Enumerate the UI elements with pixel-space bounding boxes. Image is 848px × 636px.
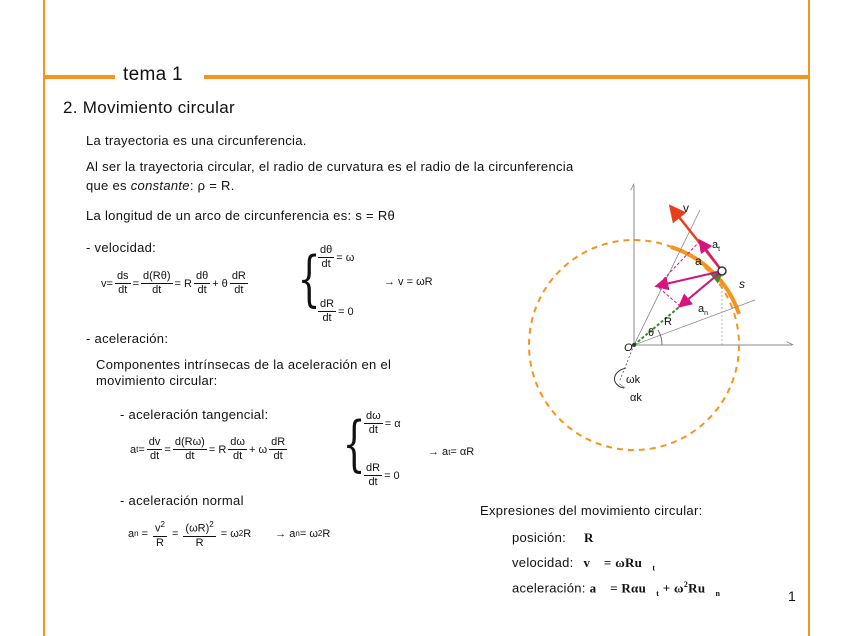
expr-position: posición: R⃗ — [512, 530, 604, 545]
expressions-title: Expresiones del movimiento circular: — [480, 503, 703, 518]
velocity-equation: v= $\frac{ds}{dt}$ = $\frac{d(R\theta)}{dt}$ = R $\frac{d\theta}{dt}$ + θ $\frac{dR}{dt}$ — [101, 270, 246, 296]
rotation-arrow — [615, 368, 627, 388]
particle — [718, 267, 726, 275]
normal-equation: a n = $\frac{v^2}{R}$ = $\frac{(\omega R)^2}{R}$ = ω 2 R → a n = ω 2 R — [128, 520, 331, 549]
paragraph-3: La longitud de un arco de circunferencia es: s = Rθ — [86, 208, 396, 223]
components-line-1: Componentes intrínsecas de la aceleración en el — [96, 357, 392, 372]
page-number: 1 — [788, 588, 797, 604]
label-theta: θ — [648, 327, 655, 339]
label-v: v — [683, 201, 689, 215]
label-R: R — [664, 316, 672, 328]
tangential-brace: { — [342, 409, 366, 479]
label-O: O — [624, 342, 633, 354]
components-line-2: movimiento circular: — [96, 373, 218, 388]
paragraph-2b: que es constante: ρ = R. — [86, 178, 235, 193]
velocity-result: → v = ωR — [384, 276, 433, 288]
tangential-result: → a t = αR — [428, 446, 475, 458]
label-ak: αk — [630, 392, 642, 404]
expr-velocity: velocidad: v⃗ = $\omega Ru⃗_t$ — [512, 555, 656, 573]
paragraph-2a: Al ser la trayectoria circular, el radio de curvatura es el radio de la circunferencia — [86, 159, 574, 174]
label-at: $a_t$ — [712, 239, 721, 253]
velocity-brace: { — [297, 244, 321, 314]
velocity-cond-1: $\frac{d\theta}{dt}$ = ω — [320, 244, 355, 270]
tangential-equation: a t = $\frac{dv}{dt}$ = $\frac{d(R\omega)}{dt}$ = R $\frac{d\omega}{dt}$ + ω $\frac{dR}{dt}$ — [130, 436, 286, 462]
velocity-cond-2: $\frac{dR}{dt}$ = 0 — [320, 298, 354, 324]
section-heading: 2. Movimiento circular — [63, 98, 235, 117]
paragraph-1: La trayectoria es una circunferencia. — [86, 133, 307, 148]
tangential-label: - aceleración tangencial: — [120, 407, 269, 422]
label-wk: ωk — [626, 374, 641, 386]
tangential-cond-1: $\frac{d\omega}{dt}$ = α — [366, 410, 401, 436]
tangential-cond-2: $\frac{dR}{dt}$ = 0 — [366, 462, 400, 488]
acceleration-label: - aceleración: — [86, 331, 169, 346]
normal-label: - aceleración normal — [120, 493, 244, 508]
label-an: $a_n$ — [698, 303, 709, 317]
expr-acceleration: aceleración: a⃗ = $R\alpha u⃗_t$ + $\omega^2Ru⃗_n$ — [512, 580, 721, 598]
slide-title: tema 1 — [123, 64, 183, 85]
label-a: a — [695, 254, 702, 268]
velocity-label: - velocidad: — [86, 240, 157, 255]
label-s: s — [739, 277, 745, 291]
theta-arc — [658, 330, 662, 345]
